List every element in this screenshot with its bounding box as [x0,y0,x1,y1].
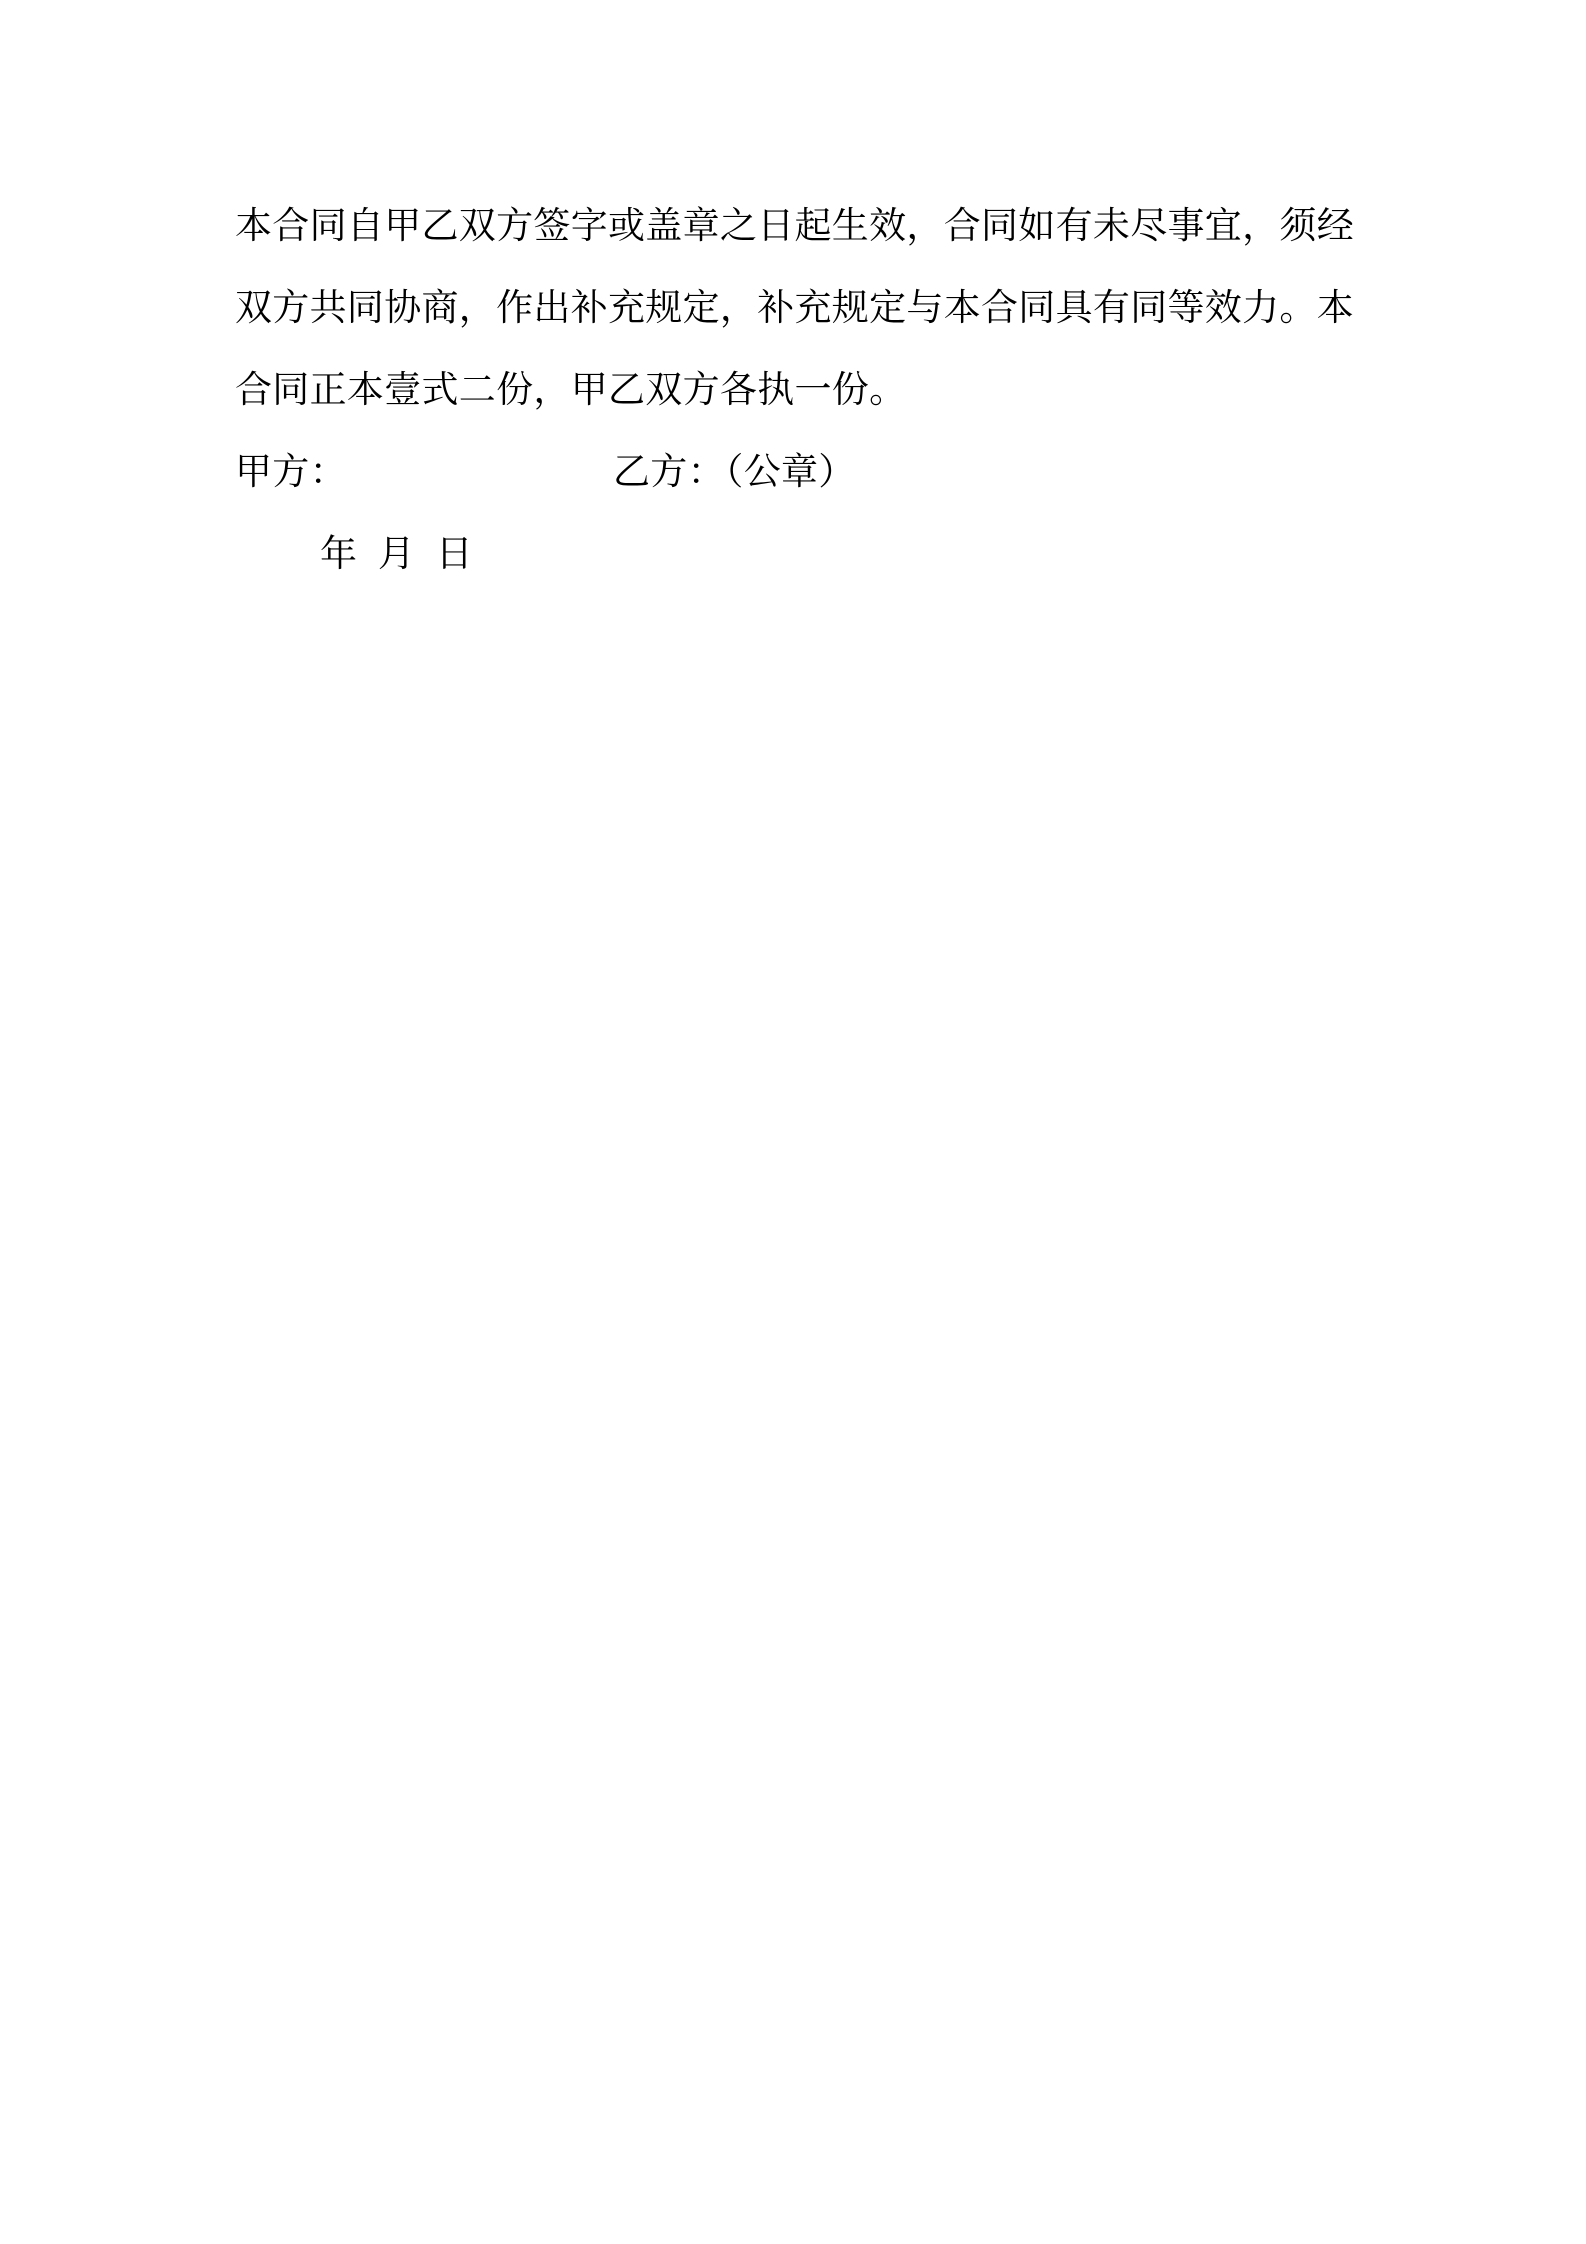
party-a-label: 甲方： [235,451,347,492]
contract-paragraph-line-2: 双方共同协商，作出补充规定，补充规定与本合同具有同等效力。本 [235,287,1354,328]
signature-line [235,431,1350,513]
party-b-label: 乙方：（公章） [613,451,856,492]
contract-paragraph-line-3: 合同正本壹式二份，甲乙双方各执一份。 [235,369,907,410]
contract-paragraph-line-1: 本合同自甲乙双方签字或盖章之日起生效，合同如有未尽事宜，须经 [235,205,1354,246]
contract-page [235,185,1354,595]
date-line: 年 月 日 [320,533,474,574]
